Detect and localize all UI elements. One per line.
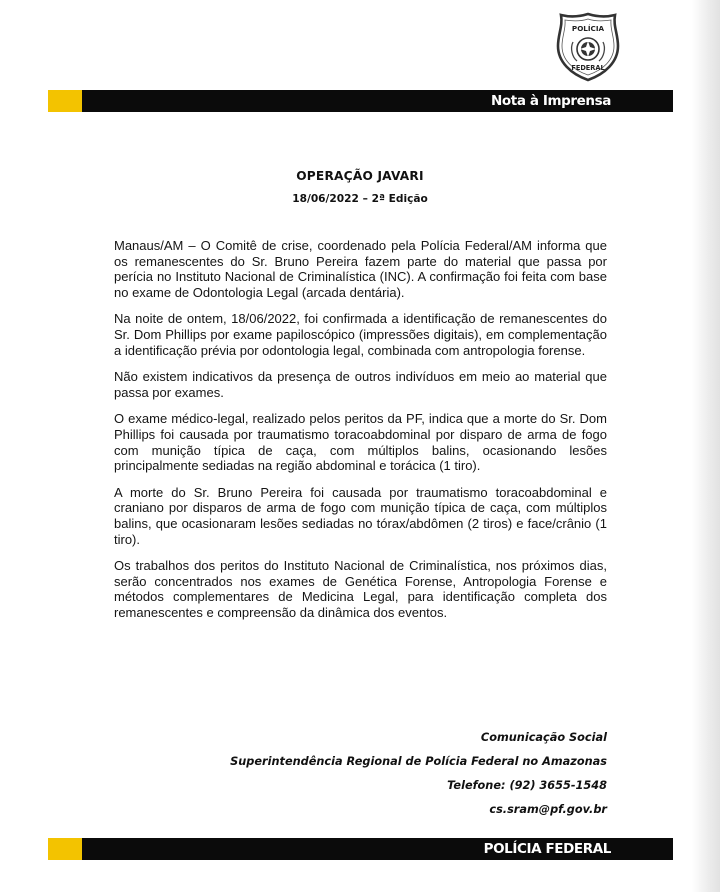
- footer-bar: [48, 838, 673, 860]
- paragraph-3: Não existem indicativos da presença de outros indivíduos em meio ao material que passa por exames.: [114, 369, 607, 400]
- footer-label: POLÍCIA FEDERAL: [483, 841, 611, 857]
- press-release-body: [114, 238, 607, 631]
- signature-organization: Superintendência Regional de Polícia Federal no Amazonas: [230, 755, 607, 768]
- paragraph-2: Na noite de ontem, 18/06/2022, foi confirmada a identificação de remanescentes do Sr. Dom Phillips por exame papiloscópico (impressões digitais), em complementação a identificação prévia por odontologia legal, combinada com antropologia forense.: [114, 311, 607, 358]
- page-edge-shadow: [692, 0, 720, 892]
- paragraph-5: A morte do Sr. Bruno Pereira foi causada por traumatismo toracoabdominal e craniano por disparos de arma de fogo com munição típica de caça, com múltiplos balins, que ocasionaram lesões sediadas no tórax/abdômen (2 tiros) e face/crânio (1 tiro).: [114, 484, 607, 547]
- header-bar: [48, 90, 673, 112]
- paragraph-4: O exame médico-legal, realizado pelos peritos da PF, indica que a morte do Sr. Dom Phillips foi causada por traumatismo toracoabdominal por disparo de arma de fogo com munição típica de caça, com múltiplos balins, ocasionando lesões principalmente sediadas na região abdominal e torácica (1 tiro).: [114, 411, 607, 474]
- footer-accent: [48, 838, 82, 860]
- signature-phone: Telefone: (92) 3655-1548: [447, 779, 607, 792]
- paragraph-1: Manaus/AM – O Comitê de crise, coordenado pela Polícia Federal/AM informa que os remanescentes do Sr. Bruno Pereira fazem parte do material que passa por perícia no Instituto Nacional de Criminalística (INC). A confirmação foi feita com base no exame de Odontologia Legal (arcada dentária).: [114, 238, 607, 300]
- document-title: OPERAÇÃO JAVARI: [296, 169, 424, 183]
- policia-federal-badge-logo: [555, 12, 621, 82]
- document-date-edition: 18/06/2022 – 2ª Edição: [292, 193, 428, 205]
- signature-email: cs.sram@pf.gov.br: [489, 803, 607, 816]
- paragraph-6: Os trabalhos dos peritos do Instituto Nacional de Criminalística, nos próximos dias, serão concentrados nos exames de Genética Forense, Antropologia Forense e métodos complementares de Medicina Legal, para identificação completa dos remanescentes e compreensão da dinâmica dos eventos.: [114, 558, 607, 620]
- badge-top-text: POLÍCIA: [571, 24, 605, 33]
- header-label: Nota à Imprensa: [491, 93, 611, 109]
- signature-department: Comunicação Social: [480, 731, 607, 744]
- badge-bottom-text: FEDERAL: [571, 64, 605, 72]
- header-accent: [48, 90, 82, 112]
